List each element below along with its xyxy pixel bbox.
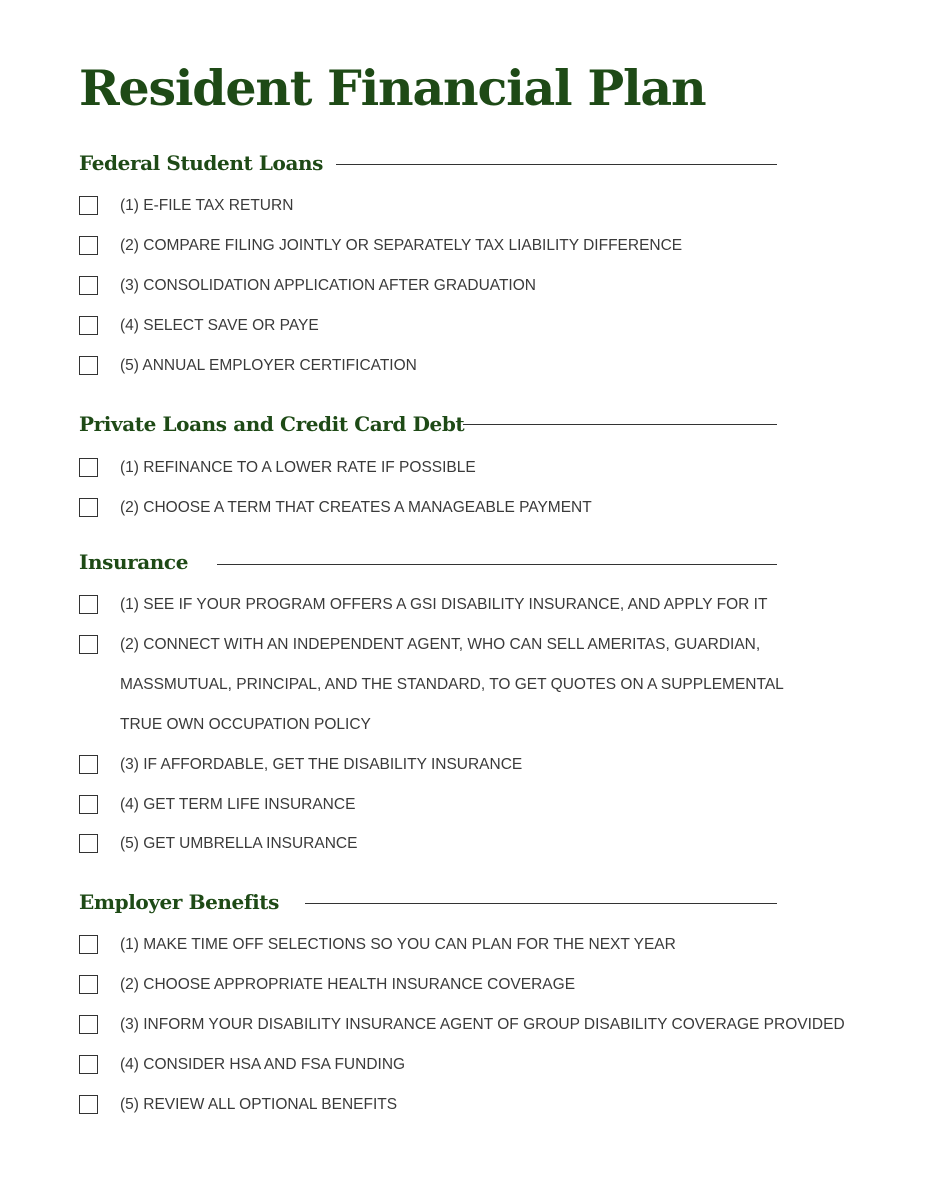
section-title: Private Loans and Credit Card Debt xyxy=(79,412,465,436)
checklist-item-label: (2) CHOOSE APPROPRIATE HEALTH INSURANCE COVERAGE xyxy=(120,976,576,993)
checklist-item xyxy=(79,974,907,1014)
section-heading-employer-benefits xyxy=(79,887,279,917)
checklist-item-label: (5) REVIEW ALL OPTIONAL BENEFITS xyxy=(120,1096,398,1113)
checklist-item xyxy=(79,235,907,275)
checklist-item xyxy=(79,275,907,315)
checkbox[interactable] xyxy=(79,356,98,375)
checklist-item-label: (2) CHOOSE A TERM THAT CREATES A MANAGEABLE PAYMENT xyxy=(120,499,592,516)
checklist-item-label: (1) REFINANCE TO A LOWER RATE IF POSSIBLE xyxy=(120,459,476,476)
section-heading-federal-student-loans xyxy=(79,148,323,178)
checklist-item xyxy=(79,833,907,873)
checklist-item xyxy=(79,1014,907,1054)
checklist-item xyxy=(79,497,907,537)
checklist-item-label: (1) MAKE TIME OFF SELECTIONS SO YOU CAN PLAN FOR THE NEXT YEAR xyxy=(120,936,676,953)
checklist-item xyxy=(79,355,907,395)
checkbox[interactable] xyxy=(79,935,98,954)
checklist-item-label: (3) CONSOLIDATION APPLICATION AFTER GRADUATION xyxy=(120,277,536,294)
checklist-item-label: (1) SEE IF YOUR PROGRAM OFFERS A GSI DISABILITY INSURANCE, AND APPLY FOR IT xyxy=(120,596,768,613)
checklist-item xyxy=(79,794,907,834)
checklist-item xyxy=(79,934,907,974)
section-divider xyxy=(336,164,777,165)
page-title: Resident Financial Plan xyxy=(79,59,706,117)
checklist-item xyxy=(79,754,907,794)
checklist-item-label: (2) CONNECT WITH AN INDEPENDENT AGENT, WHO CAN SELL AMERITAS, GUARDIAN, xyxy=(120,636,761,653)
checklist-item-label: (5) GET UMBRELLA INSURANCE xyxy=(120,835,358,852)
section-divider xyxy=(217,564,777,565)
checkbox[interactable] xyxy=(79,196,98,215)
section-divider xyxy=(463,424,777,425)
checklist-item-label: (5) ANNUAL EMPLOYER CERTIFICATION xyxy=(120,357,417,374)
checkbox[interactable] xyxy=(79,834,98,853)
checklist-item xyxy=(79,1054,907,1094)
section-divider xyxy=(305,903,777,904)
checkbox[interactable] xyxy=(79,975,98,994)
checkbox[interactable] xyxy=(79,1055,98,1074)
section-heading-insurance xyxy=(79,547,188,577)
checkbox[interactable] xyxy=(79,498,98,517)
section-title: Insurance xyxy=(79,550,189,574)
checkbox[interactable] xyxy=(79,458,98,477)
checkbox[interactable] xyxy=(79,316,98,335)
checklist-item xyxy=(79,195,907,235)
checklist-item-label: (3) IF AFFORDABLE, GET THE DISABILITY INSURANCE xyxy=(120,756,523,773)
checklist-item-label: (2) COMPARE FILING JOINTLY OR SEPARATELY TAX LIABILITY DIFFERENCE xyxy=(120,237,683,254)
checklist-item xyxy=(79,1094,907,1134)
checklist-item-label: (3) INFORM YOUR DISABILITY INSURANCE AGENT OF GROUP DISABILITY COVERAGE PROVIDED xyxy=(120,1016,845,1033)
checkbox[interactable] xyxy=(79,236,98,255)
checklist-item xyxy=(79,457,907,497)
checklist-item-label: (4) CONSIDER HSA AND FSA FUNDING xyxy=(120,1056,406,1073)
checklist-item-continuation: TRUE OWN OCCUPATION POLICY xyxy=(120,716,371,733)
checkbox[interactable] xyxy=(79,1015,98,1034)
checklist-item-label: (1) E-FILE TAX RETURN xyxy=(120,197,294,214)
checkbox[interactable] xyxy=(79,755,98,774)
checklist-item xyxy=(79,634,907,674)
checklist-item xyxy=(79,315,907,355)
checkbox[interactable] xyxy=(79,276,98,295)
checklist-item-continuation: MASSMUTUAL, PRINCIPAL, AND THE STANDARD, TO GET QUOTES ON A SUPPLEMENTAL xyxy=(120,676,784,693)
section-heading-private-loans xyxy=(79,409,464,439)
checkbox[interactable] xyxy=(79,595,98,614)
checklist-item-label: (4) SELECT SAVE OR PAYE xyxy=(120,317,319,334)
checkbox[interactable] xyxy=(79,1095,98,1114)
checkbox[interactable] xyxy=(79,795,98,814)
checklist-item xyxy=(79,594,907,634)
checklist-item-label: (4) GET TERM LIFE INSURANCE xyxy=(120,796,356,813)
section-title: Federal Student Loans xyxy=(79,151,324,175)
section-title: Employer Benefits xyxy=(79,890,279,914)
checkbox[interactable] xyxy=(79,635,98,654)
